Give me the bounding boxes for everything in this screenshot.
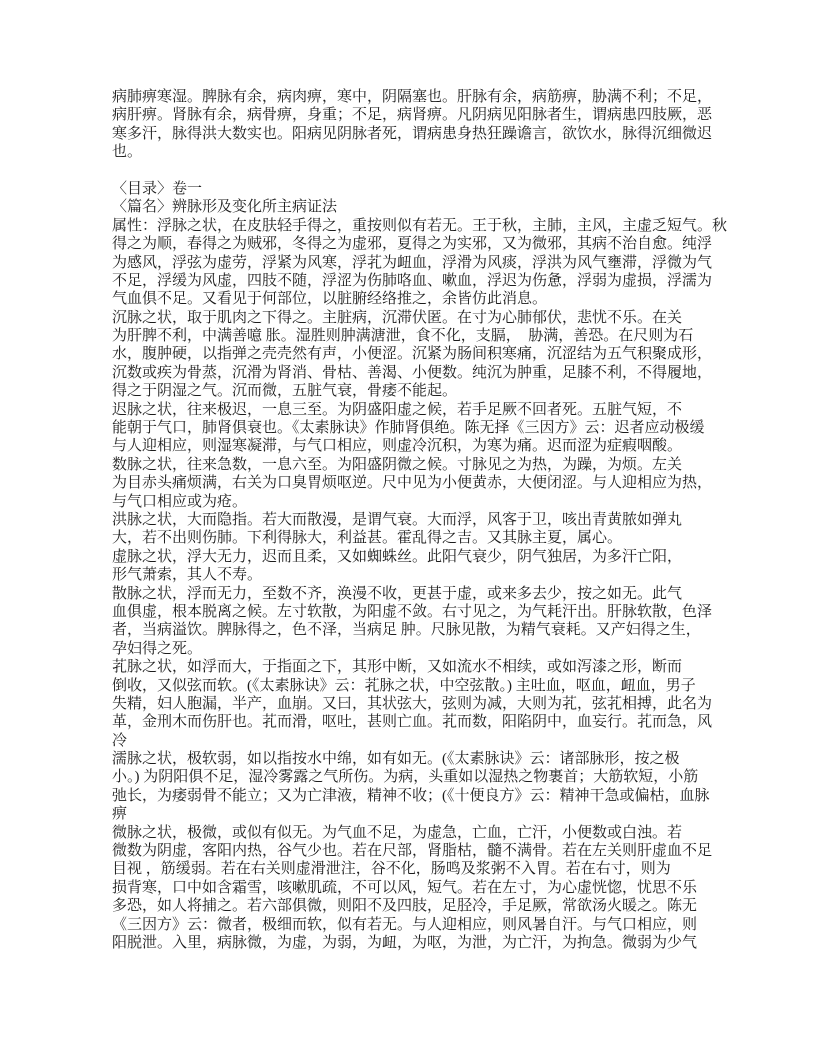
text-line: 微脉之状，极微，或似有似无。为气血不足，为虚急，亡血，亡汗，小便数或白浊。若: [112, 824, 683, 841]
text-line: 目视 ，筋缓弱。若在右关则虚滑泄注，谷不化，肠鸣及浆粥不入胃。若在右寸，则为: [112, 861, 671, 878]
text-line: 属性：浮脉之状，在皮肤轻手得之，重按则似有若无。王于秋，主肺，主风，主虚乏短气。秋: [112, 217, 728, 234]
text-line: 大，若不出则伤肺。下利得脉大，利益甚。霍乱得之吉。又其脉主夏，属心。: [112, 530, 623, 547]
text-line: 倒收，又似弦而软。(《太素脉诀》云：芤脉之状，中空弦散。) 主吐血，呕血，衄血，男子: [112, 677, 696, 694]
text-line: 也。: [112, 144, 143, 161]
text-line: 损背寒，口中如含霜雪，咳嗽肌疏，不可以风，短气。若在左寸，为心虚恍惚，忧思不乐: [112, 879, 698, 896]
text-line: 者，当病溢饮。脾脉得之，色不泽，当病足 肿。尺脉见散，为精气衰耗。又产妇得之生，: [112, 622, 701, 639]
text-line: 虚脉之状，浮大无力，迟而且柔，又如蜘蛛丝。此阳气衰少，阴气独居，为多汗亡阳，: [112, 548, 683, 565]
text-line: 为肝脾不利，中满善噫 胀。湿胜则肿满溏泄，食不化，支膈， 胁满，善恐。在尺则为石: [112, 328, 694, 345]
text-line: 小。) 为阴阳俱不足，湿冷雾露之气所伤。为病，头重如以湿热之物裹首；大筋软短，小筋: [112, 769, 699, 786]
text-line: 孕妇得之死。: [112, 640, 203, 657]
text-line: 《三因方》云：微者，极细而软，似有若无。与人迎相应，则风暑自汗。与气口相应，则: [112, 916, 698, 933]
text-line: 数脉之状，往来急数，一息六至。为阳盛阴微之候。寸脉见之为热，为躁，为烦。左关: [112, 456, 683, 473]
text-line: 气血俱不足。又看见于何部位，以脏腑经络推之，余皆仿此消息。: [112, 291, 548, 308]
text-line: 散脉之状，浮而无力，至数不齐，涣漫不收，更甚于虚，或来多去少，按之如无。此气: [112, 585, 683, 602]
text-line: 濡脉之状，极软弱，如以指按水中绵，如有如无。(《太素脉诀》云：诸部脉形，按之极: [112, 751, 680, 768]
text-line: 得之于阴湿之气。沉而微，五脏气衰，骨痿不能起。: [112, 383, 458, 400]
text-line: 病肺痹寒湿。脾脉有余，病肉痹，寒中，阴隔塞也。肝脉有余，病筋痹，胁满不利；不足，: [112, 89, 713, 105]
document-body: [112, 88, 760, 952]
text-line: 形气萧索，其人不寿。: [112, 567, 263, 584]
text-line: 水，腹肿硬，以指弹之壳壳然有声，小便涩。沉紧为肠间积寒痛，沉涩结为五气积聚成形，: [112, 346, 713, 363]
text-line: 冷: [112, 732, 128, 749]
text-line: 得之为顺，春得之为贼邪，冬得之为虚邪，夏得之为实邪，又为微邪，其病不治自愈。纯浮: [112, 236, 713, 253]
text-line: 病肝痹。肾脉有余，病骨痹，身重；不足，病肾痹。凡阴病见阳脉者生，谓病患四肢厥，恶: [112, 107, 713, 124]
blank-line: [112, 162, 760, 180]
text-line: 革，金刑木而伤肝也。芤而滑，呕吐，甚则亡血。芤而数，阳陷阴中，血妄行。芤而急，风: [112, 714, 713, 731]
text-line: 为感风，浮弦为虚劳，浮紧为风寒，浮芤为衄血，浮滑为风痰，浮洪为风气壅滞，浮微为气: [112, 254, 713, 271]
text-line: 血俱虚，根本脱离之候。左寸软散，为阳虚不敛。右寸见之，为气耗汗出。肝脉软散，色泽: [112, 603, 713, 620]
text-line: 寒多汗，脉得洪大数实也。阳病见阴脉者死，谓病患身热狂躁谵言，欲饮水，脉得沉细微迟: [112, 125, 713, 142]
text-line: 为目赤头痛烦满，右关为口臭胃烦呕逆。尺中见为小便黄赤，大便闭涩。与人迎相应为热，: [112, 475, 713, 492]
text-line: 微数为阴虚，客阳内热，谷气少也。若在尺部，肾脂枯，髓不满骨。若在左关则肝虚血不足: [112, 843, 713, 860]
text-line: 迟脉之状，往来极迟，一息三至。为阴盛阳虚之候，若手足厥不回者死。五脏气短，不: [112, 401, 683, 418]
text-line: 与人迎相应，则湿寒凝滞，与气口相应，则虚冷沉积，为寒为痛。迟而涩为症瘕咽酸。: [112, 438, 683, 455]
text-line: 芤脉之状，如浮而大，于指面之下，其形中断，又如流水不相续，或如泻漆之形，断而: [112, 659, 683, 676]
text-line: 沉脉之状，取于肌肉之下得之。主脏病，沉滞伏匿。在寸为心肺郁伏，悲忧不乐。在关: [112, 309, 683, 326]
text-line: 阳脱泄。入里，病脉微，为虚，为弱，为衄，为呕，为泄，为亡汗，为拘急。微弱为少气: [112, 934, 698, 951]
text-line: 弛长，为痿弱骨不能立；又为亡津液，精神不收；(《十便良方》云：精神干急或偏枯，血脉: [112, 787, 710, 804]
text-line: 沉数或疾为骨蒸，沉滑为肾消、骨枯、善渴、小便数。纯沉为肿重，足膝不利，不得履地，: [112, 364, 713, 381]
text-line: 能朝于气口，肺肾俱衰也。《太素脉诀》作肺肾俱绝。陈无择《三因方》云：迟者应动极缓: [112, 420, 705, 437]
text-line: 〈目录〉卷一: [112, 180, 203, 197]
text-line: 多恐，如人将捕之。若六部俱微，则阳不及四肢，足胫冷，手足厥，常欲汤火暖之。陈无: [112, 898, 698, 915]
text-line: 失精，妇人胞漏，半产，血崩。又曰，其状弦大，弦则为减，大则为芤，弦芤相搏，此名为: [112, 695, 713, 712]
text-line: 痹: [112, 806, 128, 823]
text-line: 洪脉之状，大而隐指。若大而散漫，是谓气衰。大而浮，风客于卫，咳出青黄脓如弹丸: [112, 511, 683, 528]
text-line: 〈篇名〉辨脉形及变化所主病证法: [112, 199, 338, 216]
text-line: 不足，浮缓为风虚，四肢不随，浮涩为伤肺咯血、嗽血，浮迟为伤惫，浮弱为虚损，浮濡为: [112, 272, 713, 289]
text-line: 与气口相应或为疮。: [112, 493, 248, 510]
